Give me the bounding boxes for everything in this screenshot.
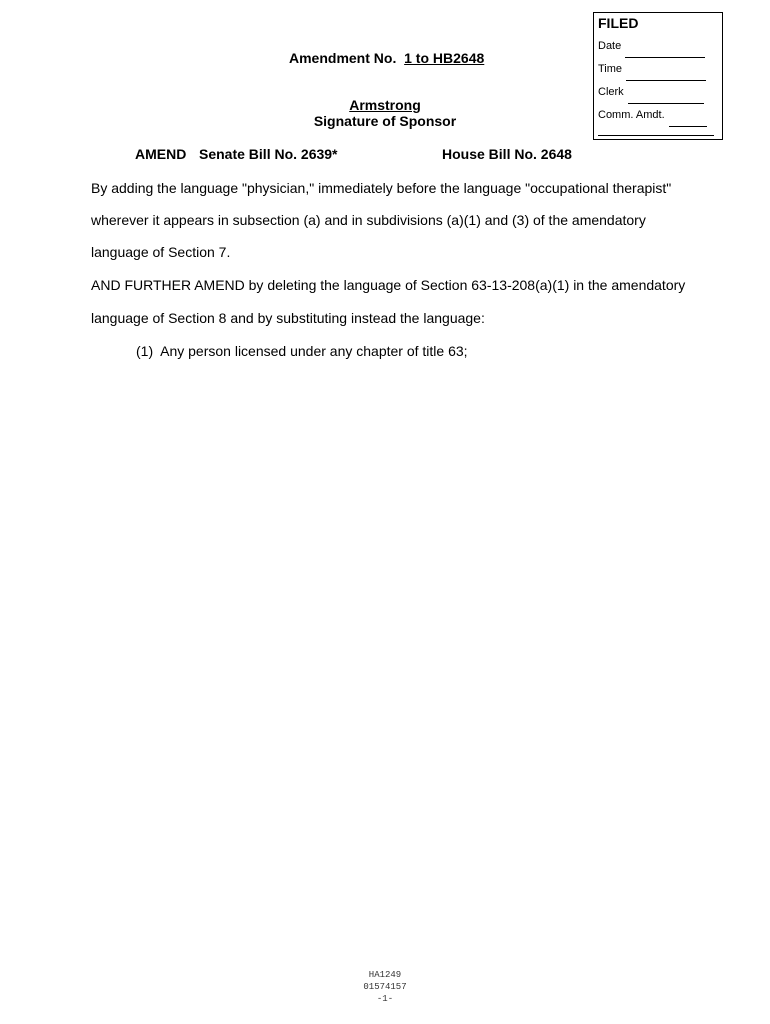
body-line-1: By adding the language "physician," immediately before the language "occupational therapist": [91, 180, 672, 196]
body-line-4: AND FURTHER AMEND by deleting the language of Section 63-13-208(a)(1) in the amendatory: [91, 277, 686, 293]
house-bill-number: House Bill No. 2648: [442, 146, 572, 162]
sponsor-name: Armstrong: [349, 97, 421, 113]
senate-bill-number: Senate Bill No. 2639*: [199, 146, 338, 162]
filed-clerk-blank: [628, 89, 704, 104]
filed-time-line: [598, 58, 718, 81]
filed-clerk-line: [598, 81, 718, 104]
amendment-ref: 1 to HB2648: [404, 50, 485, 66]
footer-code-1: HA1249: [368, 970, 402, 980]
filed-title: FILED: [598, 15, 639, 31]
body-line-5: language of Section 8 and by substituting instead the language:: [91, 310, 485, 326]
indented-item: (1) Any person licensed under any chapter of title 63;: [136, 343, 468, 359]
footer-page-number: -1-: [376, 994, 394, 1004]
sponsor-label: Signature of Sponsor: [313, 113, 457, 129]
amendment-prefix: Amendment No.: [289, 50, 397, 66]
body-line-3: language of Section 7.: [91, 244, 231, 260]
filed-comm-label: Comm. Amdt.: [598, 109, 665, 121]
filed-comm-line: [598, 104, 718, 127]
filed-stamp-box: [593, 12, 723, 140]
footer-code-2: 01574157: [363, 982, 407, 992]
filed-bottom-blank: [598, 134, 714, 136]
filed-date-blank: [625, 43, 705, 58]
filed-comm-blank: [669, 112, 707, 127]
amend-word: AMEND: [135, 146, 187, 162]
filed-date-line: [598, 35, 718, 58]
filed-time-blank: [626, 66, 706, 81]
filed-clerk-label: Clerk: [598, 86, 624, 98]
filed-time-label: Time: [598, 63, 623, 75]
filed-date-label: Date: [598, 40, 622, 52]
body-line-2: wherever it appears in subsection (a) and in subdivisions (a)(1) and (3) of the amendatory: [91, 212, 646, 228]
